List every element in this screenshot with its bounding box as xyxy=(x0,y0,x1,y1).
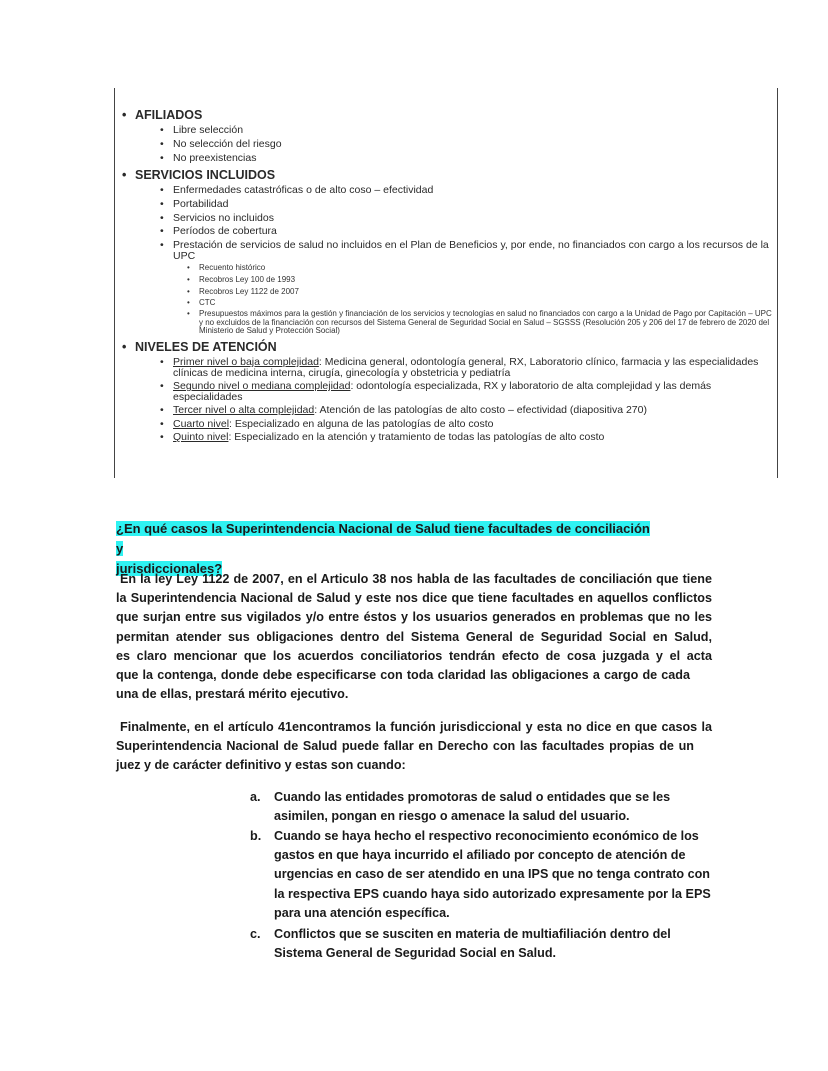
section-servicios-title: • SERVICIOS INCLUIDOS xyxy=(135,168,275,182)
nivel-label: Quinto nivel xyxy=(173,431,229,443)
afiliados-item: • No preexistencias xyxy=(173,153,256,164)
paragraph-line: que surjan entre sus vigilados y/o entre éstos y los usuarios generados en problemas que no les xyxy=(116,610,712,625)
nivel-item xyxy=(173,357,777,379)
nivel-text: : Atención de las patologías de alto costo – efectividad (diapositiva 270) xyxy=(314,404,647,416)
servicios-item: • Prestación de servicios de salud no incluidos en el Plan de Beneficios y, por ende, no financiados con cargo a los recursos de la UPC xyxy=(173,240,777,262)
paragraph-line: una de ellas, prestará mérito ejecutivo. xyxy=(116,687,349,702)
list-text: Cuando las entidades promotoras de salud o entidades que se les asimilen, pongan en riesgo o amenace la salud del usuario. xyxy=(274,790,671,824)
servicios-subitem: • CTC xyxy=(199,299,215,308)
nivel-text: : Especializado en alguna de las patologías de alto costo xyxy=(229,418,494,430)
paragraph-line: juez y de carácter definitivo y estas son cuando: xyxy=(116,758,406,773)
paragraph-line: la Superintendencia Nacional de Salud y este nos dice que tiene facultades en aquellos conflictos xyxy=(116,591,712,606)
nivel-item xyxy=(173,419,777,430)
list-marker: c. xyxy=(250,927,261,941)
afiliados-item: • No selección del riesgo xyxy=(173,139,282,150)
slide-image xyxy=(114,88,778,478)
paragraph-line: que la contenga, donde debe especificarse con toda claridad las obligaciones a cargo de cada xyxy=(116,668,690,683)
section-niveles-title: • NIVELES DE ATENCIÓN xyxy=(135,340,277,354)
paragraph-jurisdiccional xyxy=(116,718,712,776)
servicios-item: • Enfermedades catastróficas o de alto coso – efectividad xyxy=(173,185,433,196)
list-marker: b. xyxy=(250,829,262,843)
nivel-text: : odontología especializada, RX y laboratorio de alta complejidad y las demás especialidades xyxy=(173,380,712,403)
paragraph-line: permitan atender sus obligaciones dentro del Sistema General de Seguridad Social en Salud, xyxy=(116,629,712,644)
nivel-item xyxy=(173,432,777,443)
nivel-text: : Especializado en la atención y tratamiento de todas las patologías de alto costo xyxy=(228,431,605,443)
servicios-subitem: • Presupuestos máximos para la gestión y financiación de los servicios y tecnologías en salud no financiados con cargo a la Unidad de Pago por Capitación – UPC y no excluidos de la financiación con recursos del Sistema General de Seguridad Social en Salud – SGSSS (Resolución 205 y 206 del 17 de febrero de 2020 del Ministerio de Salud y Protección Social) xyxy=(199,310,777,336)
nivel-label: Segundo nivel o mediana complejidad xyxy=(173,380,351,392)
servicios-subitem: • Recobros Ley 1122 de 2007 xyxy=(199,288,299,297)
servicios-item: • Períodos de cobertura xyxy=(173,226,277,237)
servicios-subitem: • Recuento histórico xyxy=(199,264,265,273)
servicios-item: • Portabilidad xyxy=(173,199,228,210)
nivel-label: Cuarto nivel xyxy=(173,418,230,430)
nivel-item xyxy=(173,381,777,403)
servicios-item: • Servicios no incluidos xyxy=(173,213,274,224)
paragraph-conciliacion xyxy=(116,570,712,704)
paragraph-line: es claro mencionar que los acuerdos conciliatorios tendrán efecto de cosa juzgada y el acta xyxy=(116,648,712,663)
question-line: ¿En qué casos la Superintendencia Nacional de Salud tiene facultades de conciliación y xyxy=(116,521,650,556)
nivel-text: : Medicina general, odontología general, RX, Laboratorio clínico, farmacia y las especialidades clínicas de medicina interna, cirugía, ginecología y obstetricia y pediatría xyxy=(173,356,759,379)
section-afiliados-title: • AFILIADOS xyxy=(135,108,202,122)
list-text: Cuando se haya hecho el respectivo reconocimiento económico de los gastos en que haya incurrido el afiliado por concepto de atención de urgencias en caso de ser atendido en una IPS que no tenga contrato con la respectiva EPS cuando haya sido autorizado expresamente por la EPS para una atención específica. xyxy=(274,829,711,920)
nivel-item xyxy=(173,405,777,416)
list-text: Conflictos que se susciten en materia de multiafiliación dentro del Sistema General de Seguridad Social en Salud. xyxy=(274,927,671,961)
nivel-label: Tercer nivel o alta complejidad xyxy=(173,404,315,416)
paragraph-line: En la ley Ley 1122 de 2007, en el Articulo 38 nos habla de las facultades de conciliación que tiene xyxy=(120,572,712,586)
afiliados-item: • Libre selección xyxy=(173,125,243,136)
nivel-label: Primer nivel o baja complejidad xyxy=(173,356,319,368)
servicios-subitem: • Recobros Ley 100 de 1993 xyxy=(199,276,295,285)
paragraph-line: Finalmente, en el artículo 41encontramos la función jurisdiccional y esta no dice en que casos la xyxy=(120,720,712,734)
paragraph-line: Superintendencia Nacional de Salud puede fallar en Derecho con las facultades propias de un xyxy=(116,739,694,754)
question-line: jurisdiccionales? xyxy=(116,561,223,576)
list-marker: a. xyxy=(250,790,261,804)
